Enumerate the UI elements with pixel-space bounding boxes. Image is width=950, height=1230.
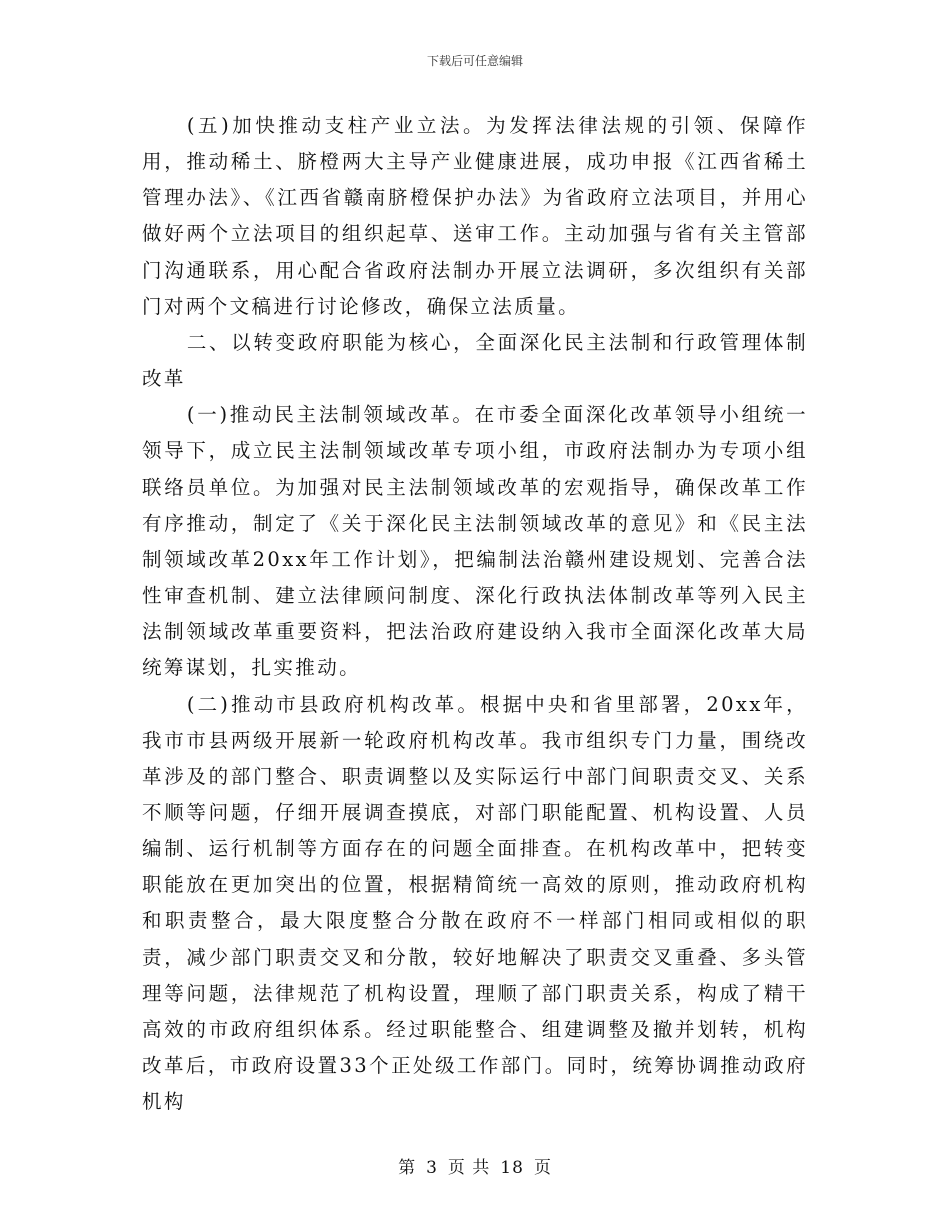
paragraph-3: (一)推动民主法制领域改革。在市委全面深化改革领导小组统一领导下，成立民主法制领域改革专项小组，市政府法制办为专项小组联络员单位。为加强对民主法制领域改革的宏观指导，确保改革工作有序推动，制定了《关于深化民主法制领域改革的意见》和《民主法制领域改革20xx年工作计划》，把编制法治赣州建设规划、完善合法性审查机制、建立法律顾问制度、深化行政执法体制改革等列入民主法制领域改革重要资料，把法治政府建设纳入我市全面深化改革大局统筹谋划，扎实推动。 <box>142 403 808 680</box>
footer-middle: 页 共 <box>447 1158 491 1178</box>
document-body <box>142 108 808 1120</box>
page-header: 下载后可任意编辑 <box>426 54 523 68</box>
footer-total-pages: 18 <box>500 1158 524 1178</box>
footer-current-page: 3 <box>426 1158 438 1178</box>
footer-suffix: 页 <box>533 1158 552 1178</box>
page-footer <box>0 1153 950 1178</box>
section-heading-2: 二、以转变政府职能为核心，全面深化民主法制和行政管理体制改革 <box>142 330 808 391</box>
paragraph-4: (二)推动市县政府机构改革。根据中央和省里部署，20xx年，我市市县两级开展新一轮政府机构改革。我市组织专门力量，围绕改革涉及的部门整合、职责调整以及实际运行中部门间职责交叉、关系不顺等问题，仔细开展调查摸底，对部门职能配置、机构设置、人员编制、运行机制等方面存在的问题全面排查。在机构改革中，把转变职能放在更加突出的位置，根据精简统一高效的原则，推动政府机构和职责整合，最大限度整合分散在政府不一样部门相同或相似的职责，减少部门职责交叉和分散，较好地解决了职责交叉重叠、多头管理等问题，法律规范了机构设置，理顺了部门职责关系，构成了精干高效的市政府组织体系。经过职能整合、组建调整及撤并划转，机构改革后，市政府设置33个正处级工作部门。同时，统筹协调推动政府机构 <box>142 692 808 1114</box>
footer-prefix: 第 <box>398 1158 417 1178</box>
paragraph-1: (五)加快推动支柱产业立法。为发挥法律法规的引领、保障作用，推动稀土、脐橙两大主导产业健康进展，成功申报《江西省稀土管理办法》、《江西省赣南脐橙保护办法》为省政府立法项目，并用心做好两个立法项目的组织起草、送审工作。主动加强与省有关主管部门沟通联系，用心配合省政府法制办开展立法调研，多次组织有关部门对两个文稿进行讨论修改，确保立法质量。 <box>142 114 808 318</box>
